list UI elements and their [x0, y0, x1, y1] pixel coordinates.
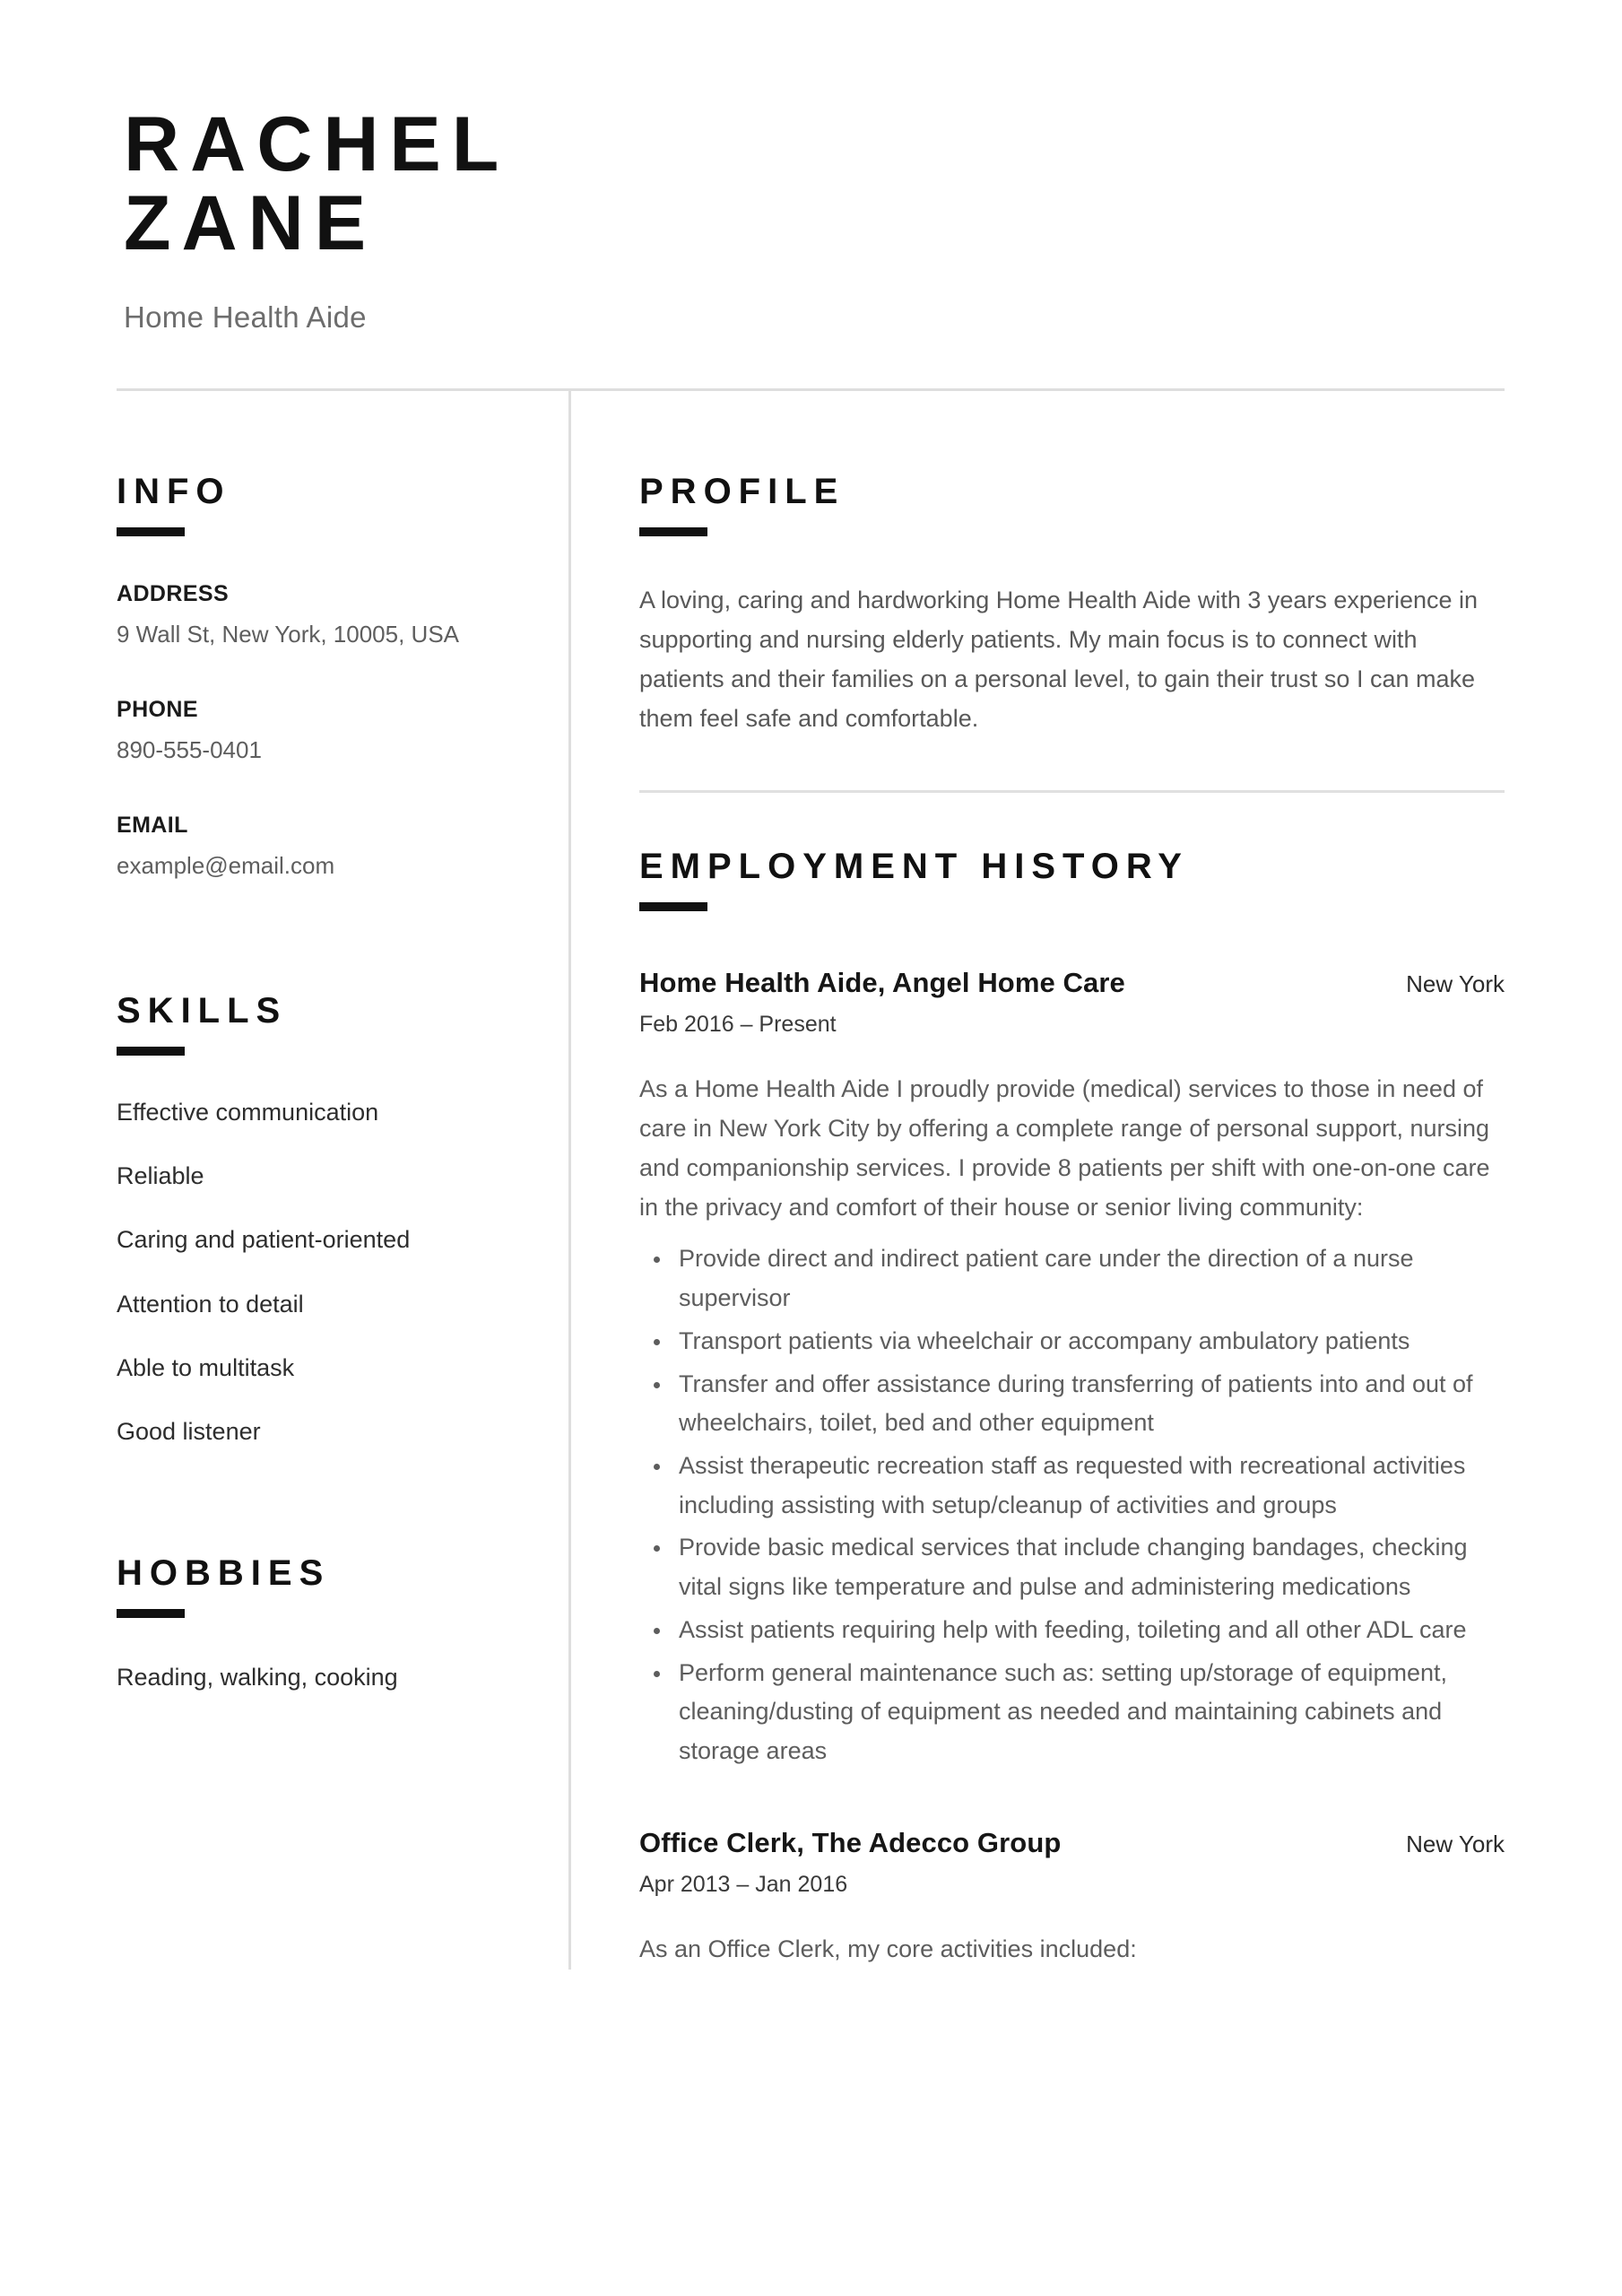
- info-field-phone: [117, 697, 533, 768]
- list-item: Provide basic medical services that include changing bandages, checking vital signs like temperature and pulse and administering medications: [639, 1528, 1505, 1606]
- list-item: Able to multitask: [117, 1353, 295, 1381]
- hobbies-text: Reading, walking, cooking: [117, 1663, 398, 1691]
- job-bullet-list: [639, 1239, 1505, 1771]
- phone-label: PHONE: [117, 697, 198, 723]
- phone-value: 890-555-0401: [117, 736, 262, 764]
- list-item: Provide direct and indirect patient care under the direction of a nurse supervisor: [639, 1239, 1505, 1318]
- list-item: Effective communication: [117, 1099, 379, 1126]
- last-name: ZANE: [124, 179, 377, 266]
- job-title: Home Health Aide, Angel Home Care: [639, 967, 1125, 999]
- list-item: Assist patients requiring help with feeding, toileting and all other ADL care: [639, 1611, 1505, 1650]
- profile-section: [639, 472, 1505, 738]
- list-item: Caring and patient-oriented: [117, 1226, 411, 1254]
- skills-accent-bar: [117, 1047, 185, 1056]
- list-item: Reliable: [117, 1162, 204, 1190]
- job-location: New York: [1406, 970, 1505, 998]
- email-label: EMAIL: [117, 813, 188, 839]
- sidebar-column: [109, 391, 568, 1970]
- job-location: New York: [1406, 1830, 1505, 1857]
- list-item: Attention to detail: [117, 1290, 304, 1318]
- job-dates: Feb 2016 – Present: [639, 1012, 837, 1038]
- info-accent-bar: [117, 527, 185, 536]
- skills-section: [117, 991, 533, 1448]
- info-section-title: INFO: [117, 472, 231, 512]
- hobbies-section-title: HOBBIES: [117, 1552, 331, 1593]
- info-field-address: [117, 581, 533, 652]
- skills-list: [117, 1097, 533, 1448]
- list-item: Good listener: [117, 1417, 261, 1445]
- employment-section: [639, 847, 1505, 1969]
- info-section: [117, 472, 533, 883]
- employment-section-title: EMPLOYMENT HISTORY: [639, 847, 1189, 887]
- list-item: Transport patients via wheelchair or accompany ambulatory patients: [639, 1322, 1505, 1361]
- skills-section-title: SKILLS: [117, 991, 288, 1031]
- resume-columns: [109, 391, 1505, 1970]
- job-header: [639, 1827, 1505, 1859]
- job-entry: [639, 1827, 1505, 1970]
- list-item: Assist therapeutic recreation staff as requested with recreational activities including assisting with setup/cleanup of activities and groups: [639, 1447, 1505, 1525]
- address-value: 9 Wall St, New York, 10005, USA: [117, 621, 460, 648]
- list-item: Perform general maintenance such as: setting up/storage of equipment, cleaning/dusting of equipment as needed and maintaining cabinets and storage areas: [639, 1654, 1505, 1771]
- list-item: Transfer and offer assistance during transferring of patients into and out of wheelchairs, toilet, bed and other equipment: [639, 1365, 1505, 1443]
- profile-text: A loving, caring and hardworking Home Health Aide with 3 years experience in supporting and nursing elderly patients. My main focus is to connect with patients and their families on a personal level, to gain their trust so I can make them feel safe and comfortable.: [639, 587, 1479, 732]
- job-header: [639, 967, 1505, 999]
- main-column: [571, 391, 1505, 1970]
- email-value: example@email.com: [117, 852, 335, 880]
- hobbies-accent-bar: [117, 1609, 185, 1618]
- resume-header: [117, 0, 1505, 391]
- profile-accent-bar: [639, 527, 707, 536]
- info-field-email: [117, 813, 533, 883]
- candidate-job-title: Home Health Aide: [124, 300, 367, 335]
- hobbies-section: [117, 1553, 533, 1695]
- profile-section-title: PROFILE: [639, 472, 846, 512]
- address-label: ADDRESS: [117, 581, 230, 607]
- job-title: Office Clerk, The Adecco Group: [639, 1826, 1062, 1858]
- employment-accent-bar: [639, 902, 707, 911]
- job-description: As an Office Clerk, my core activities included:: [639, 1935, 1137, 1962]
- candidate-name: [124, 101, 1505, 266]
- profile-divider: [639, 790, 1505, 793]
- job-entry: [639, 967, 1505, 1770]
- job-dates: Apr 2013 – Jan 2016: [639, 1871, 848, 1897]
- first-name: RACHEL: [124, 101, 510, 187]
- job-description: As a Home Health Aide I proudly provide (medical) services to those in need of care in New York City by offering a complete range of personal support, nursing and companionship services. I provide 8 patients per shift with one-on-one care in the privacy and comfort of their house or senior living community:: [639, 1075, 1490, 1221]
